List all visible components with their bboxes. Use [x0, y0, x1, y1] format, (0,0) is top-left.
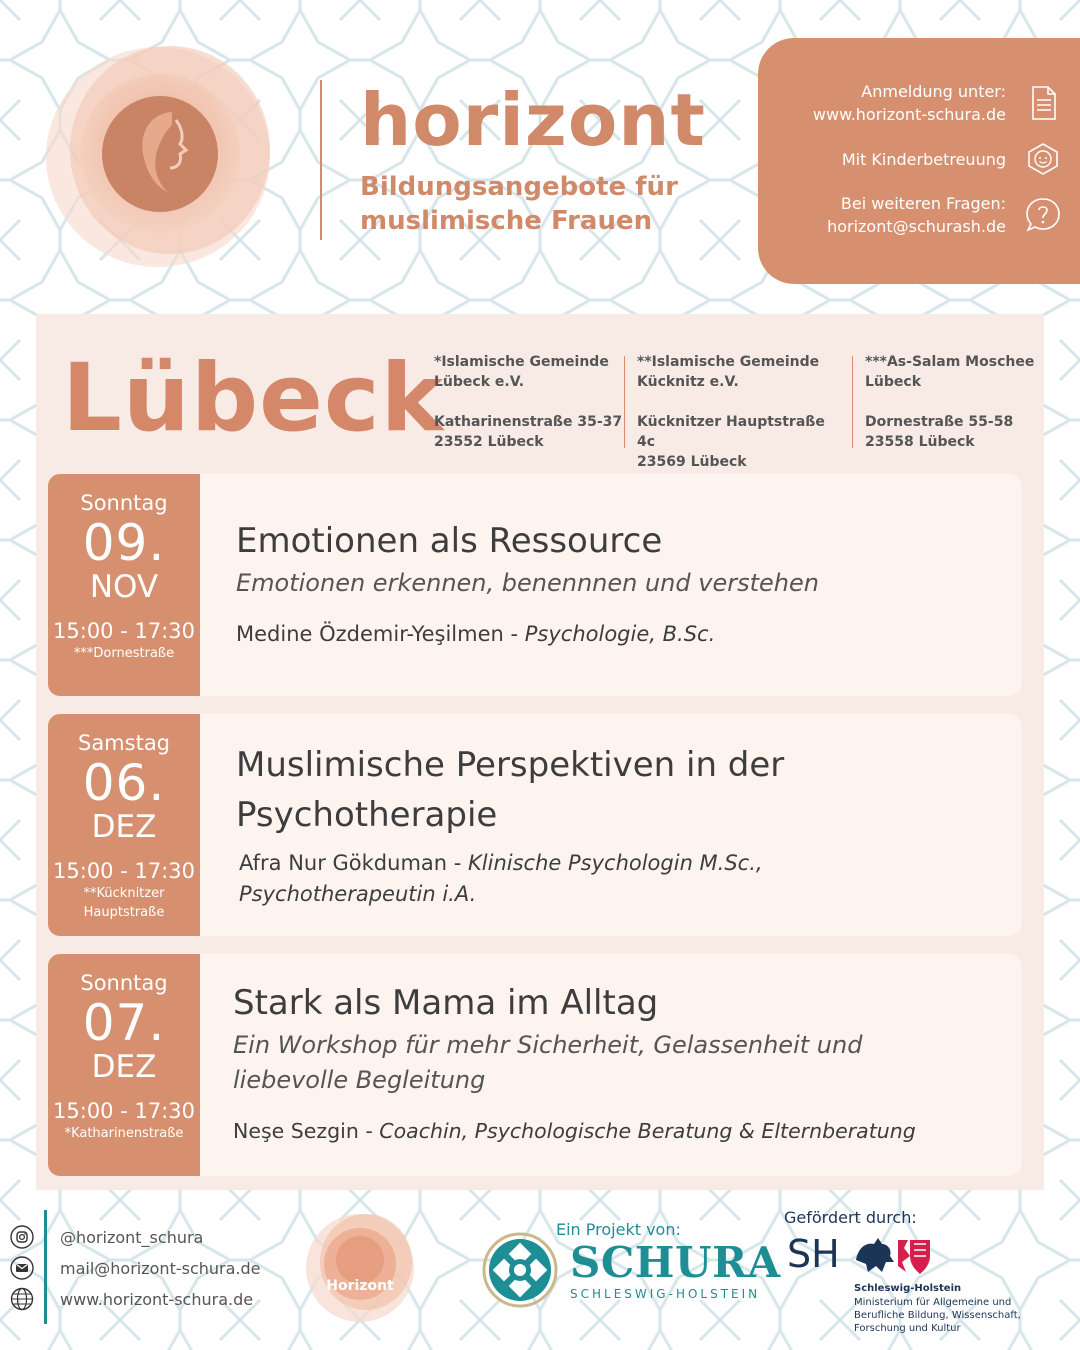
event-time: 15:00 - 17:30	[53, 619, 195, 643]
sh-ministry: Ministerium für Allgemeine und Berufliche Bildung, Wissenschaft, Forschung und Kultur	[854, 1297, 1021, 1334]
location-divider	[624, 356, 625, 448]
footer-logo-text: Horizont	[326, 1278, 394, 1294]
email-link[interactable]: mail@horizont-schura.de	[60, 1258, 261, 1278]
globe-icon	[10, 1287, 34, 1311]
event-card	[48, 954, 1022, 1176]
event-location: Hauptstraße	[83, 905, 165, 920]
event-location: ***Dornestraße	[73, 646, 175, 661]
child-face-icon	[1024, 140, 1062, 178]
registration-link[interactable]: www.horizont-schura.de	[812, 105, 1006, 124]
horizont-footer-logo	[304, 1208, 416, 1324]
sh-letters: SH	[787, 1232, 840, 1276]
document-icon	[1024, 84, 1062, 122]
event-subtitle: Ein Workshop für mehr Sicherheit, Gelassenheit und	[233, 1031, 863, 1059]
event-subtitle: liebevolle Begleitung	[233, 1066, 486, 1094]
event-day-name: Samstag	[77, 731, 171, 755]
event-time: 15:00 - 17:30	[53, 859, 195, 883]
childcare-text: Mit Kinderbetreuung	[841, 149, 1006, 169]
event-title: Emotionen als Ressource	[236, 521, 663, 561]
sh-title: Schleswig-Holstein	[854, 1283, 962, 1294]
event-day-name: Sonntag	[80, 491, 168, 515]
event-location: *Katharinenstraße	[64, 1126, 184, 1141]
questions-label: Bei weiteren Fragen:	[840, 194, 1006, 213]
event-details	[236, 740, 1016, 910]
footer-contact-bar	[44, 1210, 47, 1324]
email-contact	[10, 1256, 261, 1280]
event-month: DEZ	[91, 809, 157, 845]
event-day-number: 06.	[82, 754, 166, 812]
event-date-box	[48, 954, 200, 1176]
event-details	[236, 516, 1016, 650]
info-box	[758, 38, 1080, 284]
website-contact	[10, 1287, 254, 1311]
event-title: Muslimische Perspektiven in der	[236, 745, 785, 785]
email-icon	[10, 1256, 34, 1280]
instagram-contact	[10, 1225, 204, 1249]
speaker-role: Psychotherapeutin i.A.	[239, 882, 477, 906]
event-card	[48, 714, 1022, 936]
event-day-name: Sonntag	[80, 971, 168, 995]
event-time: 15:00 - 17:30	[53, 1099, 195, 1123]
event-speaker: Afra Nur Gökduman - Klinische Psychologin M.Sc., Psychotherapeutin i.A.	[239, 851, 763, 906]
event-speaker: Medine Özdemir-Yeşilmen - Psychologie, B.Sc.	[236, 622, 716, 646]
brand-subtitle: Bildungsangebote für muslimische Frauen	[360, 172, 678, 236]
event-title: Stark als Mama im Alltag	[233, 983, 659, 1023]
event-card	[48, 474, 1022, 696]
event-day-number: 07.	[82, 994, 166, 1052]
projekt-label: Ein Projekt von:	[556, 1220, 681, 1239]
website-link[interactable]: www.horizont-schura.de	[60, 1289, 254, 1309]
event-date-box	[48, 714, 200, 936]
question-icon	[1024, 196, 1062, 234]
schura-subtitle: SCHLESWIG-HOLSTEIN	[570, 1287, 761, 1301]
event-location: **Kücknitzer	[83, 886, 165, 901]
instagram-icon	[10, 1225, 34, 1249]
event-details	[233, 978, 1013, 1147]
schura-emblem-icon	[482, 1232, 558, 1310]
registration-label: Anmeldung unter:	[861, 82, 1006, 101]
location-2: **Islamische Gemeinde Kücknitz e.V. Kücknitzer Hauptstraße 4c 23569 Lübeck	[637, 354, 825, 470]
questions-email-link[interactable]: horizont@schurash.de	[827, 217, 1006, 236]
event-subtitle: Emotionen erkennen, benennnen und verstehen	[236, 569, 819, 597]
horizont-logo	[40, 32, 280, 282]
schura-name: SCHURA	[570, 1238, 781, 1287]
instagram-handle[interactable]: @horizont_schura	[60, 1227, 204, 1247]
sh-crest-icon	[852, 1234, 932, 1278]
childcare-row	[778, 140, 1062, 178]
city-title: Lübeck	[62, 344, 445, 453]
brand-title: horizont	[360, 78, 706, 162]
location-3: ***As-Salam Moschee Lübeck Dornestraße 55-58 23558 Lübeck	[865, 354, 1035, 450]
location-1: *Islamische Gemeinde Lübeck e.V. Katharinenstraße 35-37 23552 Lübeck	[434, 354, 623, 450]
questions-row	[778, 192, 1062, 238]
event-title: Psychotherapie	[236, 795, 498, 835]
event-month: DEZ	[91, 1049, 157, 1085]
speaker-role: Psychologie, B.Sc.	[524, 622, 716, 646]
event-speaker: Neşe Sezgin - Coachin, Psychologische Beratung & Elternberatung	[233, 1119, 916, 1143]
location-divider	[852, 356, 853, 448]
registration-row	[778, 80, 1062, 126]
event-month: NOV	[89, 569, 159, 605]
gefoerdert-label: Gefördert durch:	[784, 1208, 917, 1227]
event-day-number: 09.	[82, 514, 166, 572]
speaker-role: Coachin, Psychologische Beratung & Elternberatung	[379, 1119, 916, 1143]
speaker-role: Klinische Psychologin M.Sc.,	[468, 851, 763, 875]
header-divider	[320, 80, 322, 240]
event-date-box	[48, 474, 200, 696]
